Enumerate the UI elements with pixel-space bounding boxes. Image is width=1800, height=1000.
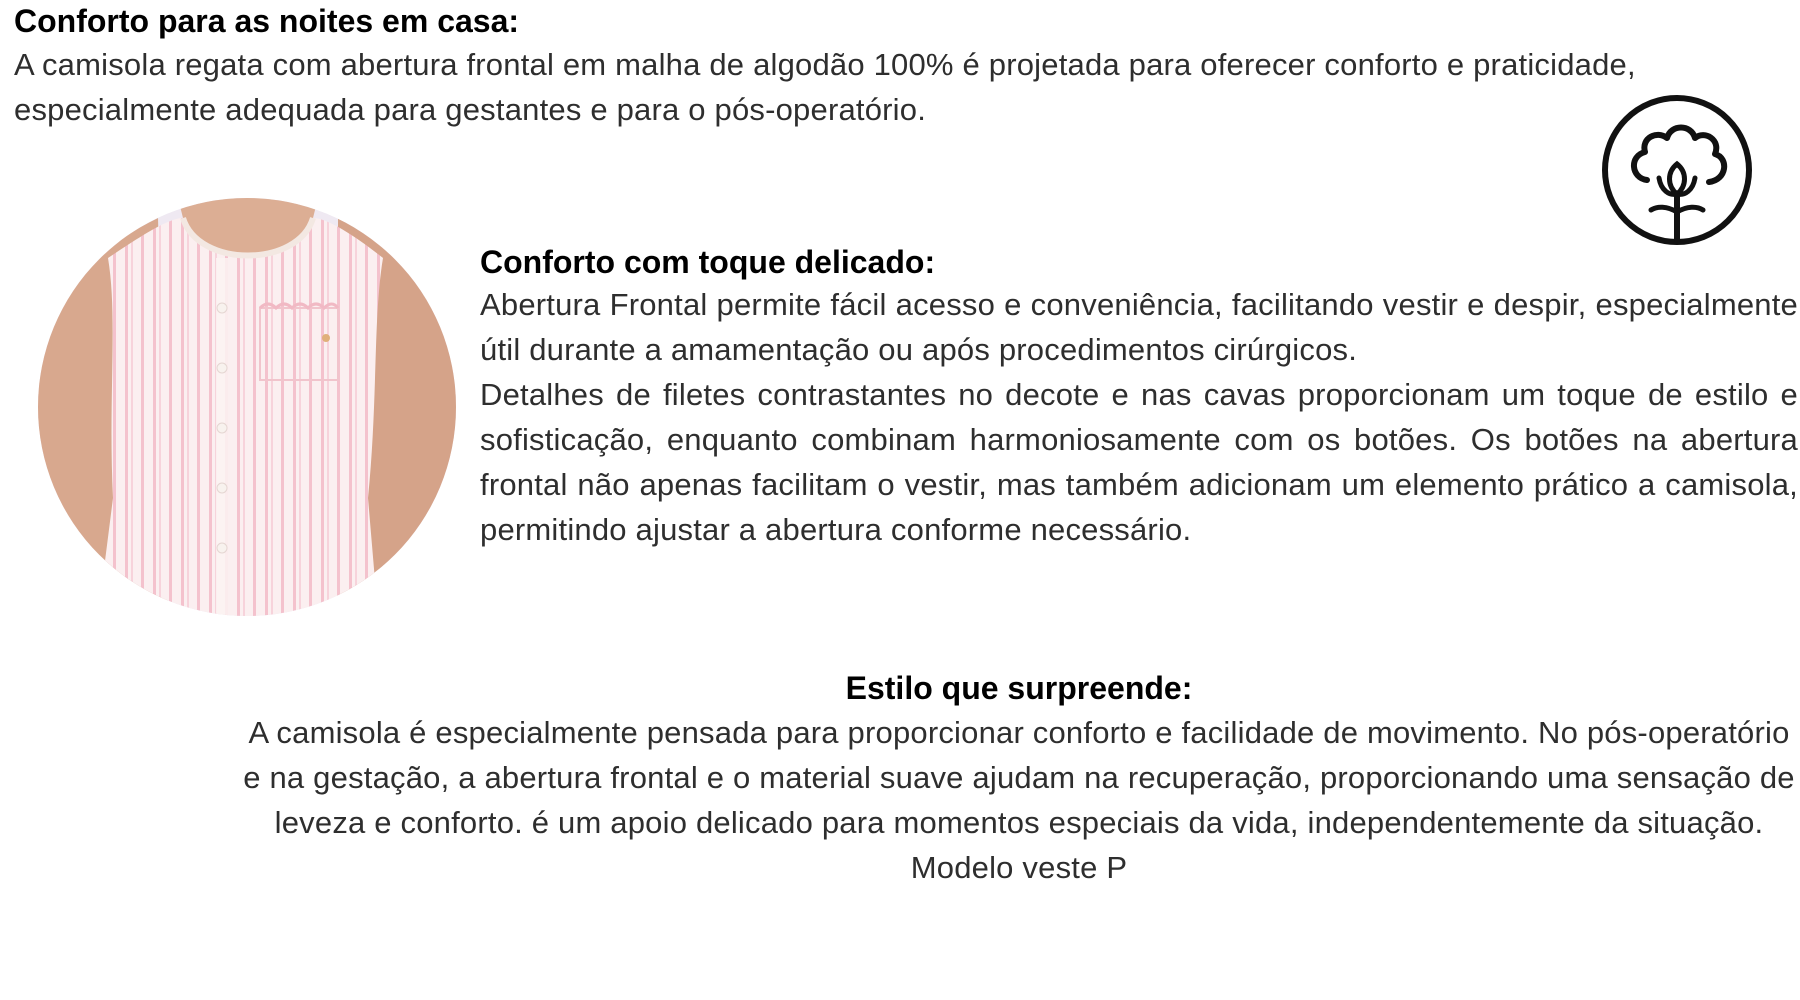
model-size-note: Modelo veste P: [910, 850, 1128, 885]
intro-heading: Conforto para as noites em casa:: [14, 3, 520, 39]
intro-section: [14, 0, 1794, 132]
product-photo: [38, 198, 456, 616]
style-section: [240, 668, 1798, 890]
style-heading: Estilo que surpreende:: [845, 670, 1193, 706]
cotton-flower-icon: [1601, 94, 1753, 246]
intro-text: A camisola regata com abertura frontal em malha de algodão 100% é projetada para oferecer conforto e praticidade, especialmente adequada para gestantes e para o pós-operatório.: [14, 47, 1636, 127]
details-paragraph-1: Abertura Frontal permite fácil acesso e conveniência, facilitando vestir e despir, especialmente útil durante a amamentação ou após procedimentos cirúrgicos.: [480, 287, 1798, 367]
style-paragraph: A camisola é especialmente pensada para proporcionar conforto e facilidade de movimento. No pós-operatório e na gestação, a abertura frontal e o material suave ajudam na recuperação, proporcionando uma sensação de leveza e conforto. é um apoio delicado para momentos especiais da vida, independentemente da situação.: [243, 715, 1795, 840]
details-section: [480, 242, 1798, 552]
details-paragraph-2: Detalhes de filetes contrastantes no decote e nas cavas proporcionam um toque de estilo e sofisticação, enquanto combinam harmoniosamente com os botões. Os botões na abertura frontal não apenas facilitam o vestir, mas também adicionam um elemento prático a camisola, permitindo ajustar a abertura conforme necessário.: [480, 377, 1798, 547]
details-heading: Conforto com toque delicado:: [480, 244, 936, 280]
